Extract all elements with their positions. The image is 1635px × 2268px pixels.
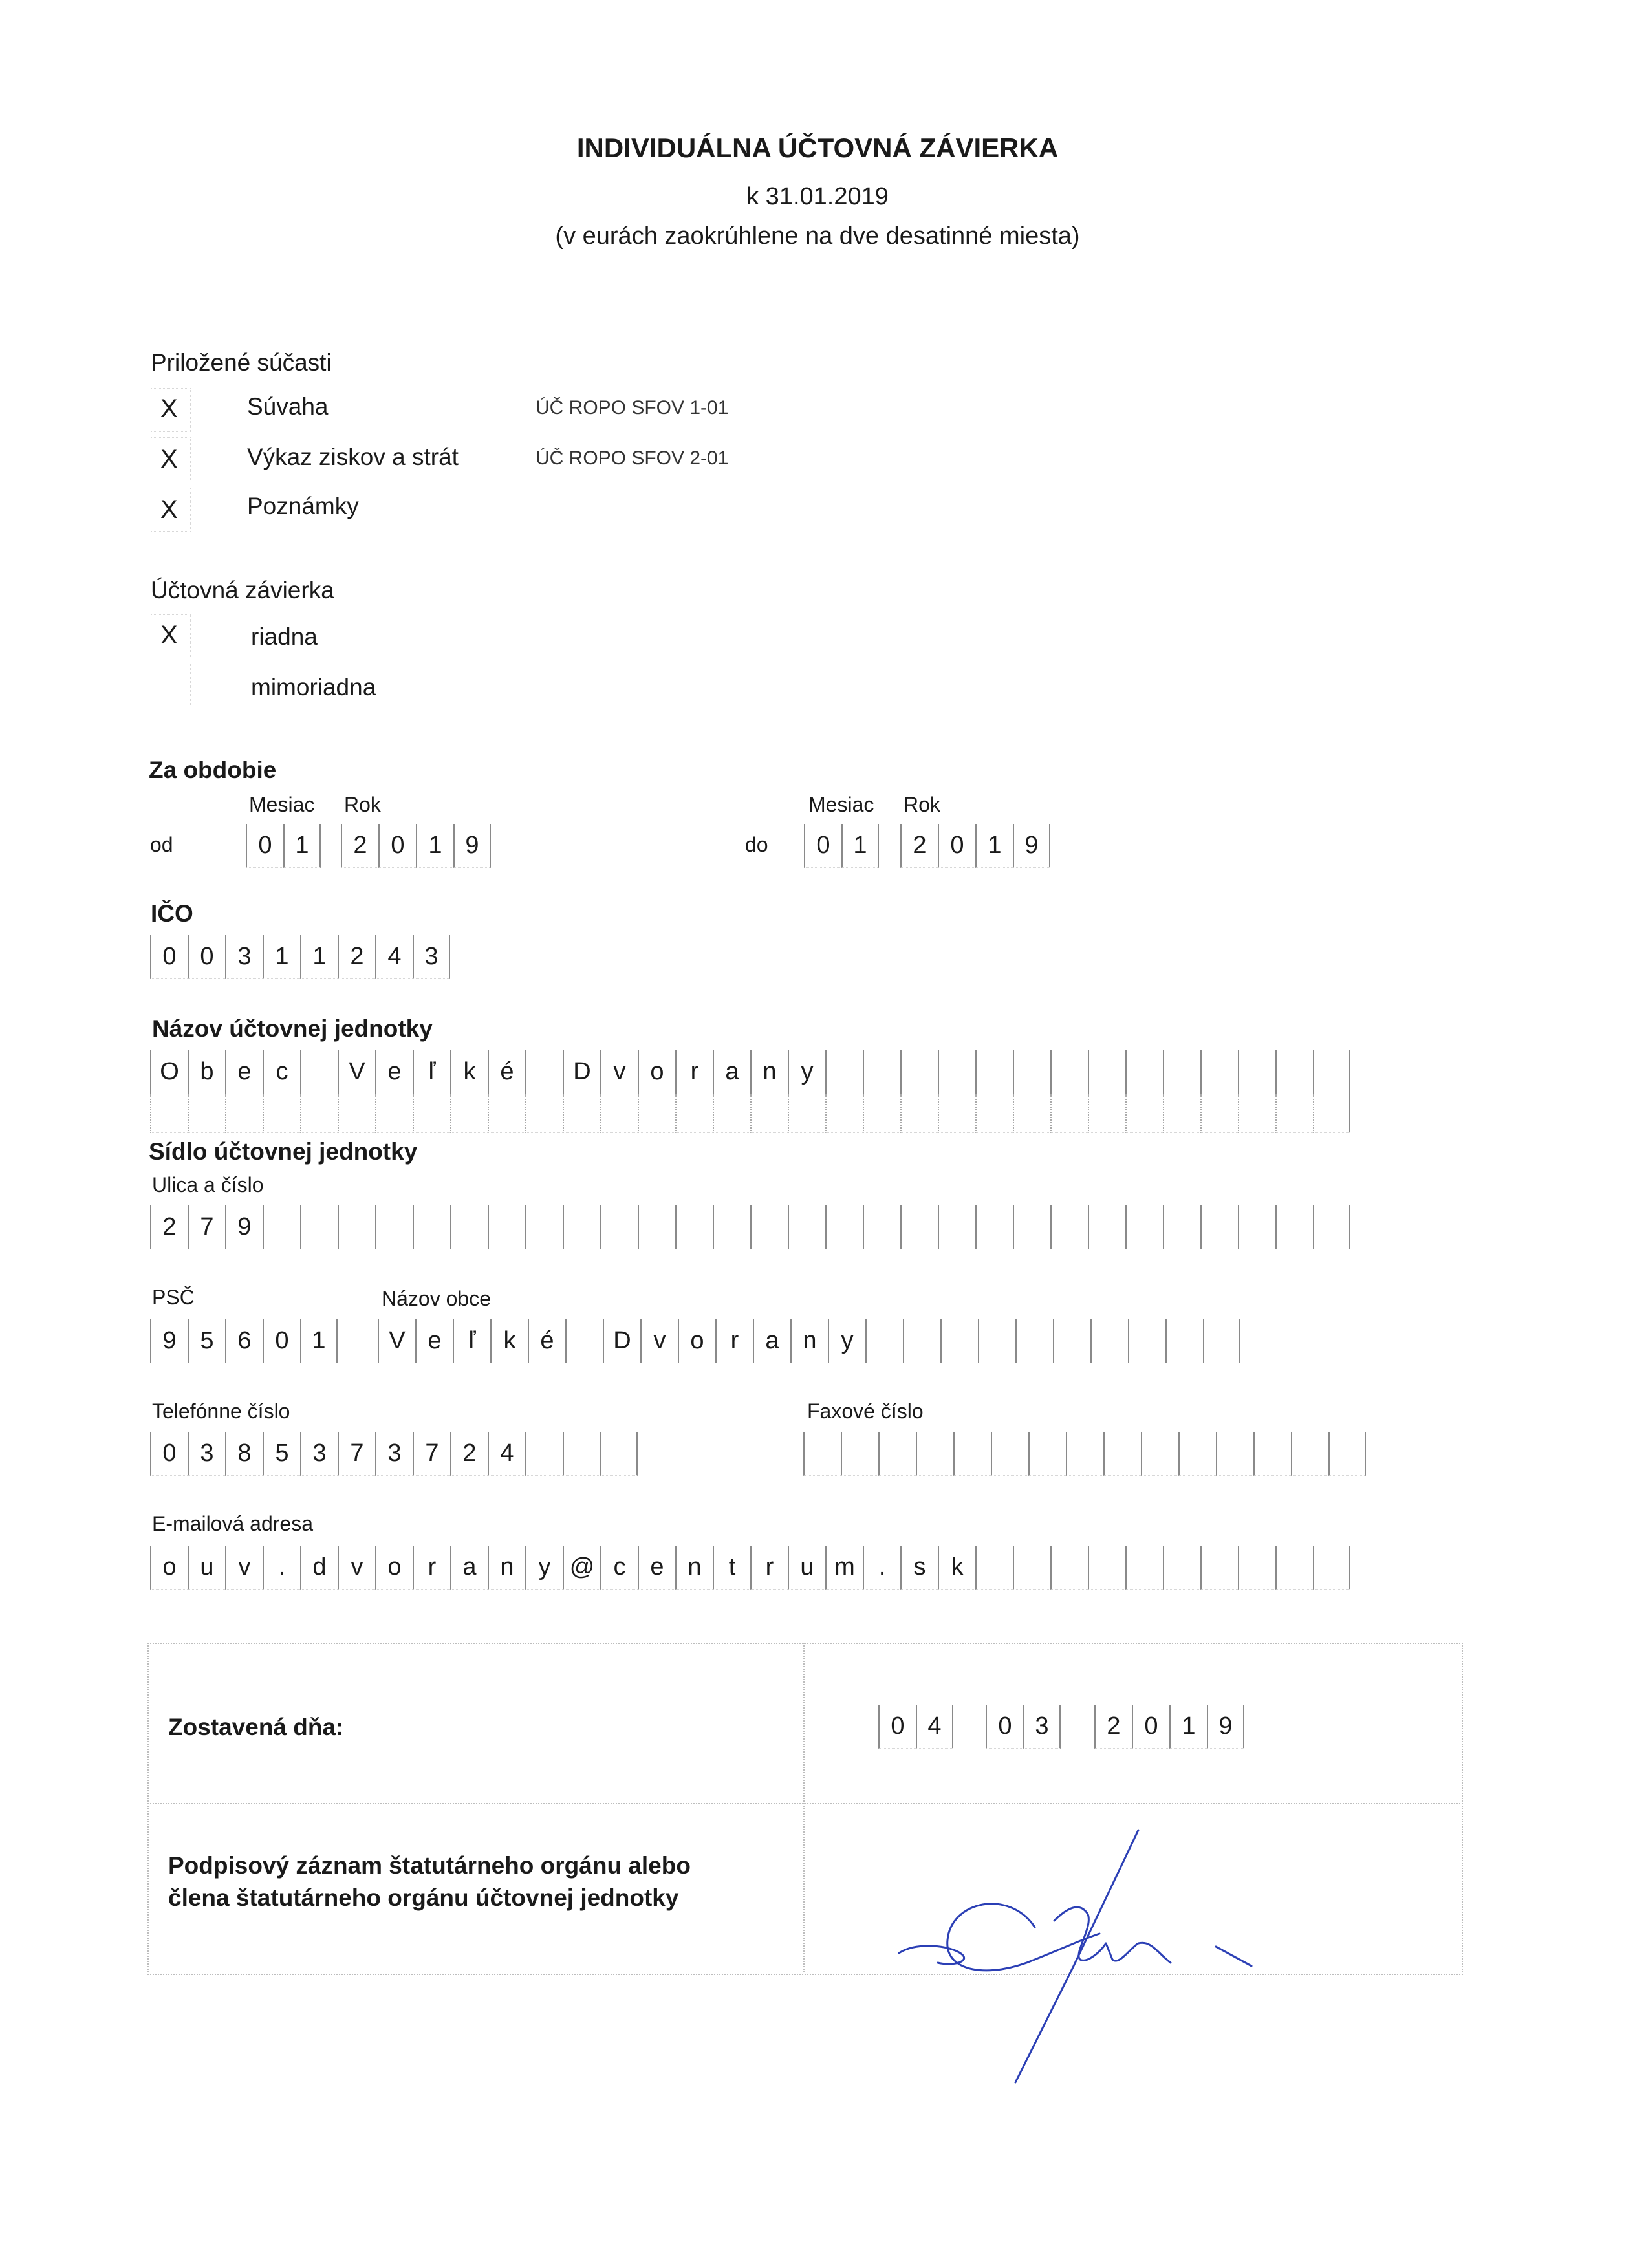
phone-field-cell[interactable]: 7 bbox=[413, 1432, 450, 1476]
email-field-cell[interactable]: r bbox=[750, 1546, 788, 1590]
fax-field-cell[interactable] bbox=[1291, 1432, 1328, 1476]
email-field-cell[interactable] bbox=[1275, 1546, 1313, 1590]
entity-name-field-cell[interactable] bbox=[1013, 1050, 1050, 1094]
ico-field-cell[interactable]: 3 bbox=[413, 935, 450, 979]
entity-name-field-cell[interactable] bbox=[1313, 1094, 1350, 1133]
entity-name-field-cell[interactable] bbox=[1275, 1050, 1313, 1094]
compiled-day-cell[interactable]: 0 bbox=[878, 1705, 916, 1749]
period-to-month-cell[interactable]: 0 bbox=[804, 824, 841, 868]
street-field-cell[interactable] bbox=[450, 1205, 488, 1249]
document-title: INDIVIDUÁLNA ÚČTOVNÁ ZÁVIERKA bbox=[576, 133, 1059, 163]
street-field-cell[interactable] bbox=[1050, 1205, 1088, 1249]
street-field-cell[interactable] bbox=[675, 1205, 713, 1249]
email-field-cell[interactable]: t bbox=[713, 1546, 750, 1590]
phone-field-cell[interactable]: 2 bbox=[450, 1432, 488, 1476]
fax-field-cell[interactable] bbox=[1253, 1432, 1291, 1476]
ico-field-cell[interactable]: 0 bbox=[150, 935, 188, 979]
attachments-heading: Priložené súčasti bbox=[151, 349, 332, 376]
city-field-cell[interactable]: k bbox=[490, 1319, 528, 1363]
entity-name-field-cell[interactable] bbox=[1088, 1050, 1125, 1094]
period-from-year[interactable] bbox=[341, 824, 491, 868]
fax-field-cell[interactable] bbox=[803, 1432, 841, 1476]
street-field-cell[interactable] bbox=[263, 1205, 300, 1249]
city-field-cell[interactable] bbox=[565, 1319, 603, 1363]
entity-name-field[interactable] bbox=[150, 1050, 1350, 1133]
email-field-cell[interactable]: n bbox=[488, 1546, 525, 1590]
city-field-cell[interactable]: ľ bbox=[453, 1319, 490, 1363]
entity-name-field-cell[interactable] bbox=[1050, 1050, 1088, 1094]
phone-field-cell[interactable]: 3 bbox=[188, 1432, 225, 1476]
statement-mark-riadna: X bbox=[160, 621, 178, 649]
entity-name-field-cell[interactable]: ľ bbox=[413, 1050, 450, 1094]
fax-field[interactable] bbox=[803, 1432, 1366, 1476]
footer-divider-horizontal bbox=[147, 1803, 1460, 1804]
attachment-label-poznamky: Poznámky bbox=[247, 493, 359, 519]
entity-name-field-cell[interactable] bbox=[1200, 1094, 1238, 1133]
entity-name-field-cell[interactable] bbox=[900, 1050, 938, 1094]
compiled-year-cell[interactable]: 2 bbox=[1094, 1705, 1132, 1749]
entity-name-field-cell[interactable] bbox=[1238, 1094, 1275, 1133]
period-from-year-cell[interactable]: 9 bbox=[453, 824, 491, 868]
document-note: (v eurách zaokrúhlene na dve desatinné miesta) bbox=[555, 222, 1080, 250]
email-field-cell[interactable] bbox=[1238, 1546, 1275, 1590]
city-field-cell[interactable]: r bbox=[715, 1319, 753, 1363]
email-field-cell[interactable]: c bbox=[600, 1546, 638, 1590]
street-field-cell[interactable] bbox=[713, 1205, 750, 1249]
city-label: Názov obce bbox=[382, 1287, 491, 1310]
entity-name-field-cell[interactable] bbox=[600, 1094, 638, 1133]
city-field-cell[interactable] bbox=[865, 1319, 903, 1363]
period-from-month-cell[interactable]: 0 bbox=[246, 824, 283, 868]
document-date: k 31.01.2019 bbox=[746, 183, 889, 210]
street-field-cell[interactable] bbox=[975, 1205, 1013, 1249]
entity-name-field-cell[interactable]: e bbox=[375, 1050, 413, 1094]
entity-name-field-cell[interactable] bbox=[1013, 1094, 1050, 1133]
street-field-cell[interactable] bbox=[938, 1205, 975, 1249]
fax-field-cell[interactable] bbox=[841, 1432, 878, 1476]
entity-name-field-cell[interactable] bbox=[338, 1094, 375, 1133]
email-field-cell[interactable]: r bbox=[413, 1546, 450, 1590]
attachment-label-vykaz: Výkaz ziskov a strát bbox=[247, 444, 459, 470]
handwritten-signature bbox=[880, 1811, 1294, 2121]
entity-name-field-cell[interactable] bbox=[1050, 1094, 1088, 1133]
street-field-cell[interactable] bbox=[300, 1205, 338, 1249]
entity-name-field-cell[interactable]: O bbox=[150, 1050, 188, 1094]
entity-name-field-cell[interactable] bbox=[525, 1094, 563, 1133]
city-field-cell[interactable] bbox=[1203, 1319, 1240, 1363]
street-field-cell[interactable]: 9 bbox=[225, 1205, 263, 1249]
compiled-day[interactable] bbox=[878, 1705, 953, 1749]
fax-field-cell[interactable] bbox=[878, 1432, 916, 1476]
street-field-cell[interactable] bbox=[1163, 1205, 1200, 1249]
ico-field-cell[interactable]: 1 bbox=[263, 935, 300, 979]
fax-field-cell[interactable] bbox=[1103, 1432, 1141, 1476]
period-to-year-cell[interactable]: 0 bbox=[938, 824, 975, 868]
period-to-year-label: Rok bbox=[904, 793, 940, 816]
email-field-cell[interactable]: e bbox=[638, 1546, 675, 1590]
email-field-cell[interactable] bbox=[1163, 1546, 1200, 1590]
entity-name-field-cell[interactable]: e bbox=[225, 1050, 263, 1094]
entity-name-field-cell[interactable]: c bbox=[263, 1050, 300, 1094]
psc-field[interactable] bbox=[150, 1319, 338, 1363]
street-field-cell[interactable] bbox=[638, 1205, 675, 1249]
email-field-cell[interactable]: m bbox=[825, 1546, 863, 1590]
entity-name-field-cell[interactable] bbox=[750, 1094, 788, 1133]
fax-field-cell[interactable] bbox=[1216, 1432, 1253, 1476]
period-to-label: do bbox=[745, 833, 768, 856]
email-field-cell[interactable]: . bbox=[863, 1546, 900, 1590]
city-field[interactable] bbox=[378, 1319, 1240, 1363]
ico-field-cell[interactable]: 3 bbox=[225, 935, 263, 979]
email-field-cell[interactable]: o bbox=[150, 1546, 188, 1590]
phone-field-cell[interactable]: 3 bbox=[300, 1432, 338, 1476]
fax-field-cell[interactable] bbox=[1028, 1432, 1066, 1476]
entity-name-field-cell[interactable] bbox=[300, 1094, 338, 1133]
entity-name-field-cell[interactable]: v bbox=[600, 1050, 638, 1094]
compiled-label: Zostavená dňa: bbox=[168, 1714, 344, 1740]
entity-name-field-cell[interactable]: V bbox=[338, 1050, 375, 1094]
attachment-code-vykaz: ÚČ ROPO SFOV 2-01 bbox=[536, 448, 729, 469]
period-from-month-label: Mesiac bbox=[249, 793, 315, 816]
email-field-cell[interactable] bbox=[1050, 1546, 1088, 1590]
entity-name-field-cell[interactable] bbox=[863, 1050, 900, 1094]
entity-name-field-cell[interactable] bbox=[863, 1094, 900, 1133]
period-to-year-cell[interactable]: 9 bbox=[1013, 824, 1050, 868]
city-field-cell[interactable]: v bbox=[640, 1319, 678, 1363]
street-field-cell[interactable] bbox=[600, 1205, 638, 1249]
street-field-cell[interactable] bbox=[1313, 1205, 1350, 1249]
city-field-cell[interactable]: y bbox=[828, 1319, 865, 1363]
ico-field[interactable] bbox=[150, 935, 450, 979]
address-heading: Sídlo účtovnej jednotky bbox=[149, 1138, 418, 1165]
psc-field-cell[interactable]: 5 bbox=[188, 1319, 225, 1363]
email-field-cell[interactable]: u bbox=[788, 1546, 825, 1590]
phone-field-cell[interactable] bbox=[563, 1432, 600, 1476]
attachment-mark-vykaz: X bbox=[160, 445, 178, 473]
period-from-year-cell[interactable]: 2 bbox=[341, 824, 378, 868]
city-field-cell[interactable]: o bbox=[678, 1319, 715, 1363]
email-field-cell[interactable]: s bbox=[900, 1546, 938, 1590]
signature-label-line1: Podpisový záznam štatutárneho orgánu alebo bbox=[168, 1852, 691, 1879]
street-field-cell[interactable]: 2 bbox=[150, 1205, 188, 1249]
period-from-month-cell[interactable]: 1 bbox=[283, 824, 321, 868]
statement-type-heading: Účtovná závierka bbox=[151, 577, 334, 603]
entity-name-field-cell[interactable] bbox=[563, 1094, 600, 1133]
attachment-mark-suvaha: X bbox=[160, 394, 178, 423]
street-field-cell[interactable] bbox=[338, 1205, 375, 1249]
email-field-cell[interactable]: u bbox=[188, 1546, 225, 1590]
email-label: E-mailová adresa bbox=[152, 1512, 313, 1535]
street-field-cell[interactable] bbox=[413, 1205, 450, 1249]
city-field-cell[interactable]: n bbox=[790, 1319, 828, 1363]
entity-name-field-cell[interactable]: r bbox=[675, 1050, 713, 1094]
statement-checkbox-mimoriadna[interactable] bbox=[151, 664, 191, 707]
street-field-cell[interactable] bbox=[1238, 1205, 1275, 1249]
entity-name-field-cell[interactable]: b bbox=[188, 1050, 225, 1094]
entity-name-field-cell[interactable] bbox=[713, 1094, 750, 1133]
compiled-year-cell[interactable]: 9 bbox=[1207, 1705, 1244, 1749]
entity-name-field-cell[interactable] bbox=[975, 1050, 1013, 1094]
entity-name-field-cell[interactable] bbox=[450, 1094, 488, 1133]
city-field-cell[interactable] bbox=[1128, 1319, 1165, 1363]
entity-name-field-cell[interactable] bbox=[225, 1094, 263, 1133]
attachment-mark-poznamky: X bbox=[160, 495, 178, 524]
period-to-month-label: Mesiac bbox=[808, 793, 874, 816]
phone-field-cell[interactable] bbox=[600, 1432, 638, 1476]
period-to-year[interactable] bbox=[900, 824, 1050, 868]
phone-field-cell[interactable] bbox=[525, 1432, 563, 1476]
email-field-cell[interactable] bbox=[1013, 1546, 1050, 1590]
entity-name-field-cell[interactable]: n bbox=[750, 1050, 788, 1094]
street-field-cell[interactable] bbox=[1275, 1205, 1313, 1249]
period-to-year-cell[interactable]: 1 bbox=[975, 824, 1013, 868]
period-to-year-cell[interactable]: 2 bbox=[900, 824, 938, 868]
email-field-cell[interactable] bbox=[1125, 1546, 1163, 1590]
entity-name-field-cell[interactable] bbox=[300, 1050, 338, 1094]
street-field-cell[interactable] bbox=[1013, 1205, 1050, 1249]
psc-field-cell[interactable]: 9 bbox=[150, 1319, 188, 1363]
entity-name-field-cell[interactable]: o bbox=[638, 1050, 675, 1094]
street-field-cell[interactable] bbox=[375, 1205, 413, 1249]
attachment-label-suvaha: Súvaha bbox=[247, 393, 329, 420]
phone-field-cell[interactable]: 3 bbox=[375, 1432, 413, 1476]
fax-field-cell[interactable] bbox=[916, 1432, 953, 1476]
city-field-cell[interactable] bbox=[940, 1319, 978, 1363]
ico-field-cell[interactable]: 0 bbox=[188, 935, 225, 979]
entity-name-field-cell[interactable]: a bbox=[713, 1050, 750, 1094]
fax-field-cell[interactable] bbox=[991, 1432, 1028, 1476]
email-field-cell[interactable]: v bbox=[338, 1546, 375, 1590]
city-field-cell[interactable] bbox=[1015, 1319, 1053, 1363]
entity-name-field-cell[interactable] bbox=[938, 1050, 975, 1094]
statement-label-riadna: riadna bbox=[251, 623, 318, 650]
city-field-cell[interactable] bbox=[978, 1319, 1015, 1363]
street-label: Ulica a číslo bbox=[152, 1173, 264, 1196]
compiled-year[interactable] bbox=[1094, 1705, 1244, 1749]
entity-name-field-cell[interactable] bbox=[788, 1094, 825, 1133]
entity-name-field-cell[interactable] bbox=[375, 1094, 413, 1133]
city-field-cell[interactable]: D bbox=[603, 1319, 640, 1363]
psc-field-cell[interactable]: 6 bbox=[225, 1319, 263, 1363]
email-field-cell[interactable]: y bbox=[525, 1546, 563, 1590]
city-field-cell[interactable] bbox=[1090, 1319, 1128, 1363]
phone-label: Telefónne číslo bbox=[152, 1399, 290, 1423]
street-field-cell[interactable] bbox=[900, 1205, 938, 1249]
street-field[interactable] bbox=[150, 1205, 1350, 1249]
email-field-cell[interactable]: a bbox=[450, 1546, 488, 1590]
street-field-cell[interactable] bbox=[863, 1205, 900, 1249]
fax-field-cell[interactable] bbox=[953, 1432, 991, 1476]
entity-name-field-cell[interactable] bbox=[413, 1094, 450, 1133]
street-field-cell[interactable] bbox=[563, 1205, 600, 1249]
entity-name-heading: Názov účtovnej jednotky bbox=[152, 1015, 433, 1042]
fax-field-cell[interactable] bbox=[1141, 1432, 1178, 1476]
phone-field-cell[interactable]: 4 bbox=[488, 1432, 525, 1476]
entity-name-field-cell[interactable] bbox=[188, 1094, 225, 1133]
entity-name-field-cell[interactable] bbox=[1163, 1050, 1200, 1094]
city-field-cell[interactable] bbox=[903, 1319, 940, 1363]
phone-field[interactable] bbox=[150, 1432, 638, 1476]
fax-field-cell[interactable] bbox=[1178, 1432, 1216, 1476]
entity-name-field-cell[interactable] bbox=[1088, 1094, 1125, 1133]
psc-field-cell[interactable]: 1 bbox=[300, 1319, 338, 1363]
entity-name-field-cell[interactable] bbox=[1125, 1094, 1163, 1133]
period-from-year-label: Rok bbox=[344, 793, 381, 816]
street-field-cell[interactable] bbox=[750, 1205, 788, 1249]
compiled-month-cell[interactable]: 3 bbox=[1023, 1705, 1061, 1749]
entity-name-field-cell[interactable]: é bbox=[488, 1050, 525, 1094]
period-to-month[interactable] bbox=[804, 824, 879, 868]
entity-name-field-cell[interactable] bbox=[1275, 1094, 1313, 1133]
entity-name-field-cell[interactable] bbox=[638, 1094, 675, 1133]
email-field-cell[interactable] bbox=[1313, 1546, 1350, 1590]
entity-name-field-cell[interactable] bbox=[1313, 1050, 1350, 1094]
phone-field-cell[interactable]: 5 bbox=[263, 1432, 300, 1476]
period-from-year-cell[interactable]: 0 bbox=[378, 824, 416, 868]
period-from-label: od bbox=[150, 833, 173, 856]
city-field-cell[interactable]: a bbox=[753, 1319, 790, 1363]
compiled-day-cell[interactable]: 4 bbox=[916, 1705, 953, 1749]
entity-name-field-cell[interactable]: D bbox=[563, 1050, 600, 1094]
entity-name-field-cell[interactable] bbox=[825, 1050, 863, 1094]
city-field-cell[interactable]: é bbox=[528, 1319, 565, 1363]
period-from-year-cell[interactable]: 1 bbox=[416, 824, 453, 868]
psc-field-cell[interactable]: 0 bbox=[263, 1319, 300, 1363]
street-field-cell[interactable]: 7 bbox=[188, 1205, 225, 1249]
fax-label: Faxové číslo bbox=[807, 1399, 924, 1423]
entity-name-field-cell[interactable] bbox=[150, 1094, 188, 1133]
email-field-cell[interactable]: v bbox=[225, 1546, 263, 1590]
entity-name-field-cell[interactable] bbox=[1238, 1050, 1275, 1094]
city-field-cell[interactable] bbox=[1053, 1319, 1090, 1363]
email-field-cell[interactable] bbox=[975, 1546, 1013, 1590]
entity-name-field-cell[interactable] bbox=[1125, 1050, 1163, 1094]
entity-name-field-cell[interactable] bbox=[488, 1094, 525, 1133]
email-field[interactable] bbox=[150, 1546, 1350, 1590]
footer-divider-vertical bbox=[803, 1643, 805, 1972]
entity-name-field-cell[interactable] bbox=[675, 1094, 713, 1133]
email-field-cell[interactable] bbox=[1200, 1546, 1238, 1590]
city-field-cell[interactable]: V bbox=[378, 1319, 415, 1363]
ico-heading: IČO bbox=[151, 900, 193, 927]
compiled-month[interactable] bbox=[986, 1705, 1061, 1749]
entity-name-field-cell[interactable] bbox=[900, 1094, 938, 1133]
street-field-cell[interactable] bbox=[788, 1205, 825, 1249]
city-field-cell[interactable]: e bbox=[415, 1319, 453, 1363]
entity-name-field-cell[interactable] bbox=[263, 1094, 300, 1133]
psc-label: PSČ bbox=[152, 1286, 195, 1309]
period-heading: Za obdobie bbox=[149, 757, 277, 783]
period-from-month[interactable] bbox=[246, 824, 321, 868]
entity-name-field-cell[interactable] bbox=[1163, 1094, 1200, 1133]
email-field-cell[interactable]: n bbox=[675, 1546, 713, 1590]
entity-name-field-cell[interactable]: y bbox=[788, 1050, 825, 1094]
email-field-cell[interactable] bbox=[1088, 1546, 1125, 1590]
street-field-cell[interactable] bbox=[825, 1205, 863, 1249]
compiled-year-cell[interactable]: 0 bbox=[1132, 1705, 1169, 1749]
signature-label-line2: člena štatutárneho orgánu účtovnej jednotky bbox=[168, 1885, 679, 1911]
email-field-cell[interactable]: k bbox=[938, 1546, 975, 1590]
entity-name-field-cell[interactable]: k bbox=[450, 1050, 488, 1094]
compiled-month-cell[interactable]: 0 bbox=[986, 1705, 1023, 1749]
email-field-cell[interactable]: . bbox=[263, 1546, 300, 1590]
entity-name-field-cell[interactable] bbox=[825, 1094, 863, 1133]
statement-label-mimoriadna: mimoriadna bbox=[251, 674, 376, 700]
street-field-cell[interactable] bbox=[488, 1205, 525, 1249]
entity-name-field-cell[interactable] bbox=[525, 1050, 563, 1094]
phone-field-cell[interactable]: 8 bbox=[225, 1432, 263, 1476]
email-field-cell[interactable]: o bbox=[375, 1546, 413, 1590]
ico-field-cell[interactable]: 2 bbox=[338, 935, 375, 979]
street-field-cell[interactable] bbox=[1088, 1205, 1125, 1249]
phone-field-cell[interactable]: 0 bbox=[150, 1432, 188, 1476]
street-field-cell[interactable] bbox=[1125, 1205, 1163, 1249]
entity-name-field-cell[interactable] bbox=[975, 1094, 1013, 1133]
ico-field-cell[interactable]: 4 bbox=[375, 935, 413, 979]
entity-name-field-cell[interactable] bbox=[938, 1094, 975, 1133]
fax-field-cell[interactable] bbox=[1066, 1432, 1103, 1476]
fax-field-cell[interactable] bbox=[1328, 1432, 1366, 1476]
street-field-cell[interactable] bbox=[1200, 1205, 1238, 1249]
email-field-cell[interactable]: @ bbox=[563, 1546, 600, 1590]
phone-field-cell[interactable]: 7 bbox=[338, 1432, 375, 1476]
period-to-month-cell[interactable]: 1 bbox=[841, 824, 879, 868]
ico-field-cell[interactable]: 1 bbox=[300, 935, 338, 979]
attachment-code-suvaha: ÚČ ROPO SFOV 1-01 bbox=[536, 397, 729, 418]
street-field-cell[interactable] bbox=[525, 1205, 563, 1249]
email-field-cell[interactable]: d bbox=[300, 1546, 338, 1590]
compiled-year-cell[interactable]: 1 bbox=[1169, 1705, 1207, 1749]
entity-name-field-cell[interactable] bbox=[1200, 1050, 1238, 1094]
city-field-cell[interactable] bbox=[1165, 1319, 1203, 1363]
